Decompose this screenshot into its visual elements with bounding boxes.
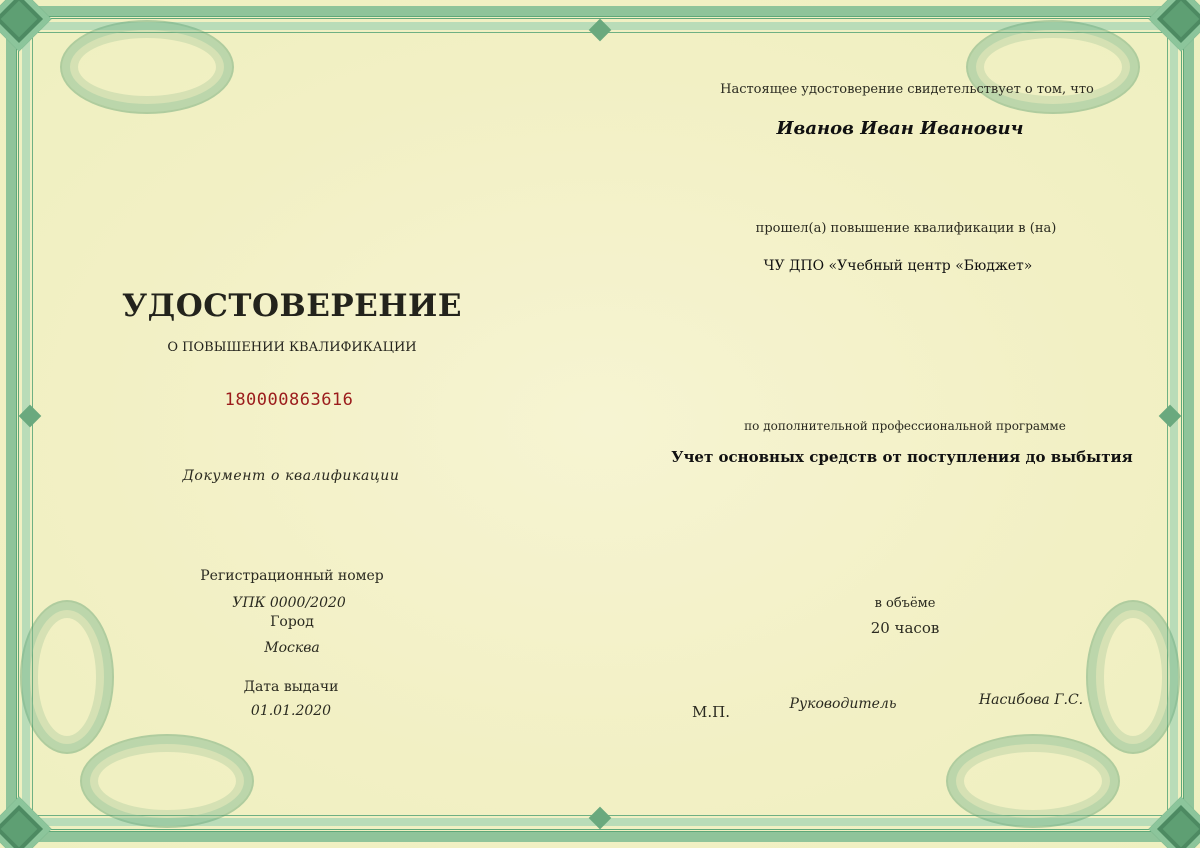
document-type: Документ о квалификации: [182, 468, 400, 484]
program-name: Учет основных средств от поступления до выбытия: [671, 448, 1133, 466]
city-value: Москва: [264, 640, 320, 656]
certificate-title: УДОСТОВЕРЕНИЕ: [122, 288, 462, 324]
issue-date-value: 01.01.2020: [250, 703, 332, 719]
issue-date-label: Дата выдачи: [243, 679, 339, 695]
guilloche-left-lower: [20, 600, 114, 754]
volume-value: 20 часов: [870, 619, 940, 637]
city-label: Город: [270, 614, 314, 630]
certificate-subtitle: О ПОВЫШЕНИИ КВАЛИФИКАЦИИ: [167, 340, 417, 355]
registration-number: УПК 0000/2020: [232, 595, 346, 611]
guilloche-bottom-left: [80, 734, 254, 828]
holder-name: Иванов Иван Иванович: [776, 118, 1024, 139]
guilloche-top-right: [966, 20, 1140, 114]
head-label: Руководитель: [789, 696, 897, 712]
organization-name: ЧУ ДПО «Учебный центр «Бюджет»: [763, 258, 1033, 274]
guilloche-top-left: [60, 20, 234, 114]
registration-label: Регистрационный номер: [200, 568, 384, 584]
volume-label: в объёме: [874, 596, 936, 611]
head-name: Насибова Г.С.: [978, 692, 1084, 708]
guilloche-bottom-right: [946, 734, 1120, 828]
passed-text: прошел(а) повышение квалификации в (на): [755, 221, 1057, 236]
stamp-place: М.П.: [692, 703, 730, 721]
serial-number: 180000863616: [224, 390, 354, 410]
guilloche-right-lower: [1086, 600, 1180, 754]
intro-text: Настоящее удостоверение свидетельствует о том, что: [720, 82, 1094, 97]
program-label: по дополнительной профессиональной программе: [744, 419, 1066, 433]
